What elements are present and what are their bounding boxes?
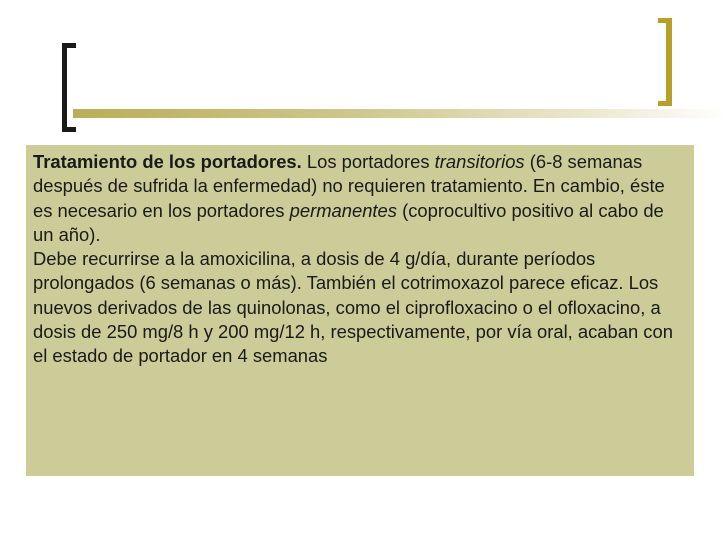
text-run: (coprocultivo positivo al cabo de un año).: [33, 199, 664, 245]
left-bracket-bottom: [62, 127, 76, 132]
emphasis-transitorios: transitorios: [434, 151, 525, 172]
section-heading: Tratamiento de los portadores.: [33, 151, 302, 172]
right-bracket-top: [658, 18, 672, 23]
text-run: (6-8 semanas después de sufrida la enfermedad) no requieren tratamiento. En cambio, éste es necesario en los portadores: [33, 151, 665, 221]
content-panel: [26, 145, 694, 476]
right-bracket-stem: [666, 18, 672, 106]
emphasis-permanentes: permanentes: [289, 199, 397, 221]
title-separator-line: [73, 109, 728, 118]
left-bracket-stem: [62, 43, 67, 132]
right-bracket-bottom: [658, 101, 672, 106]
left-bracket-top: [62, 43, 76, 48]
text-run: Los portadores: [301, 151, 435, 172]
paragraph-carriers: [33, 150, 688, 247]
paragraph-treatment: Debe recurrirse a la amoxicilina, a dosis de 4 g/día, durante períodos prolongados (6 semanas o más). También el cotrimoxazol parece eficaz. Los nuevos derivados de las quinolonas, como el ciprofloxacino o el ofloxacino, a dosis de 250 mg/8 h y 200 mg/12 h, respectivamente, por vía oral, acaban con el estado de portador en 4 semanas: [33, 248, 673, 367]
